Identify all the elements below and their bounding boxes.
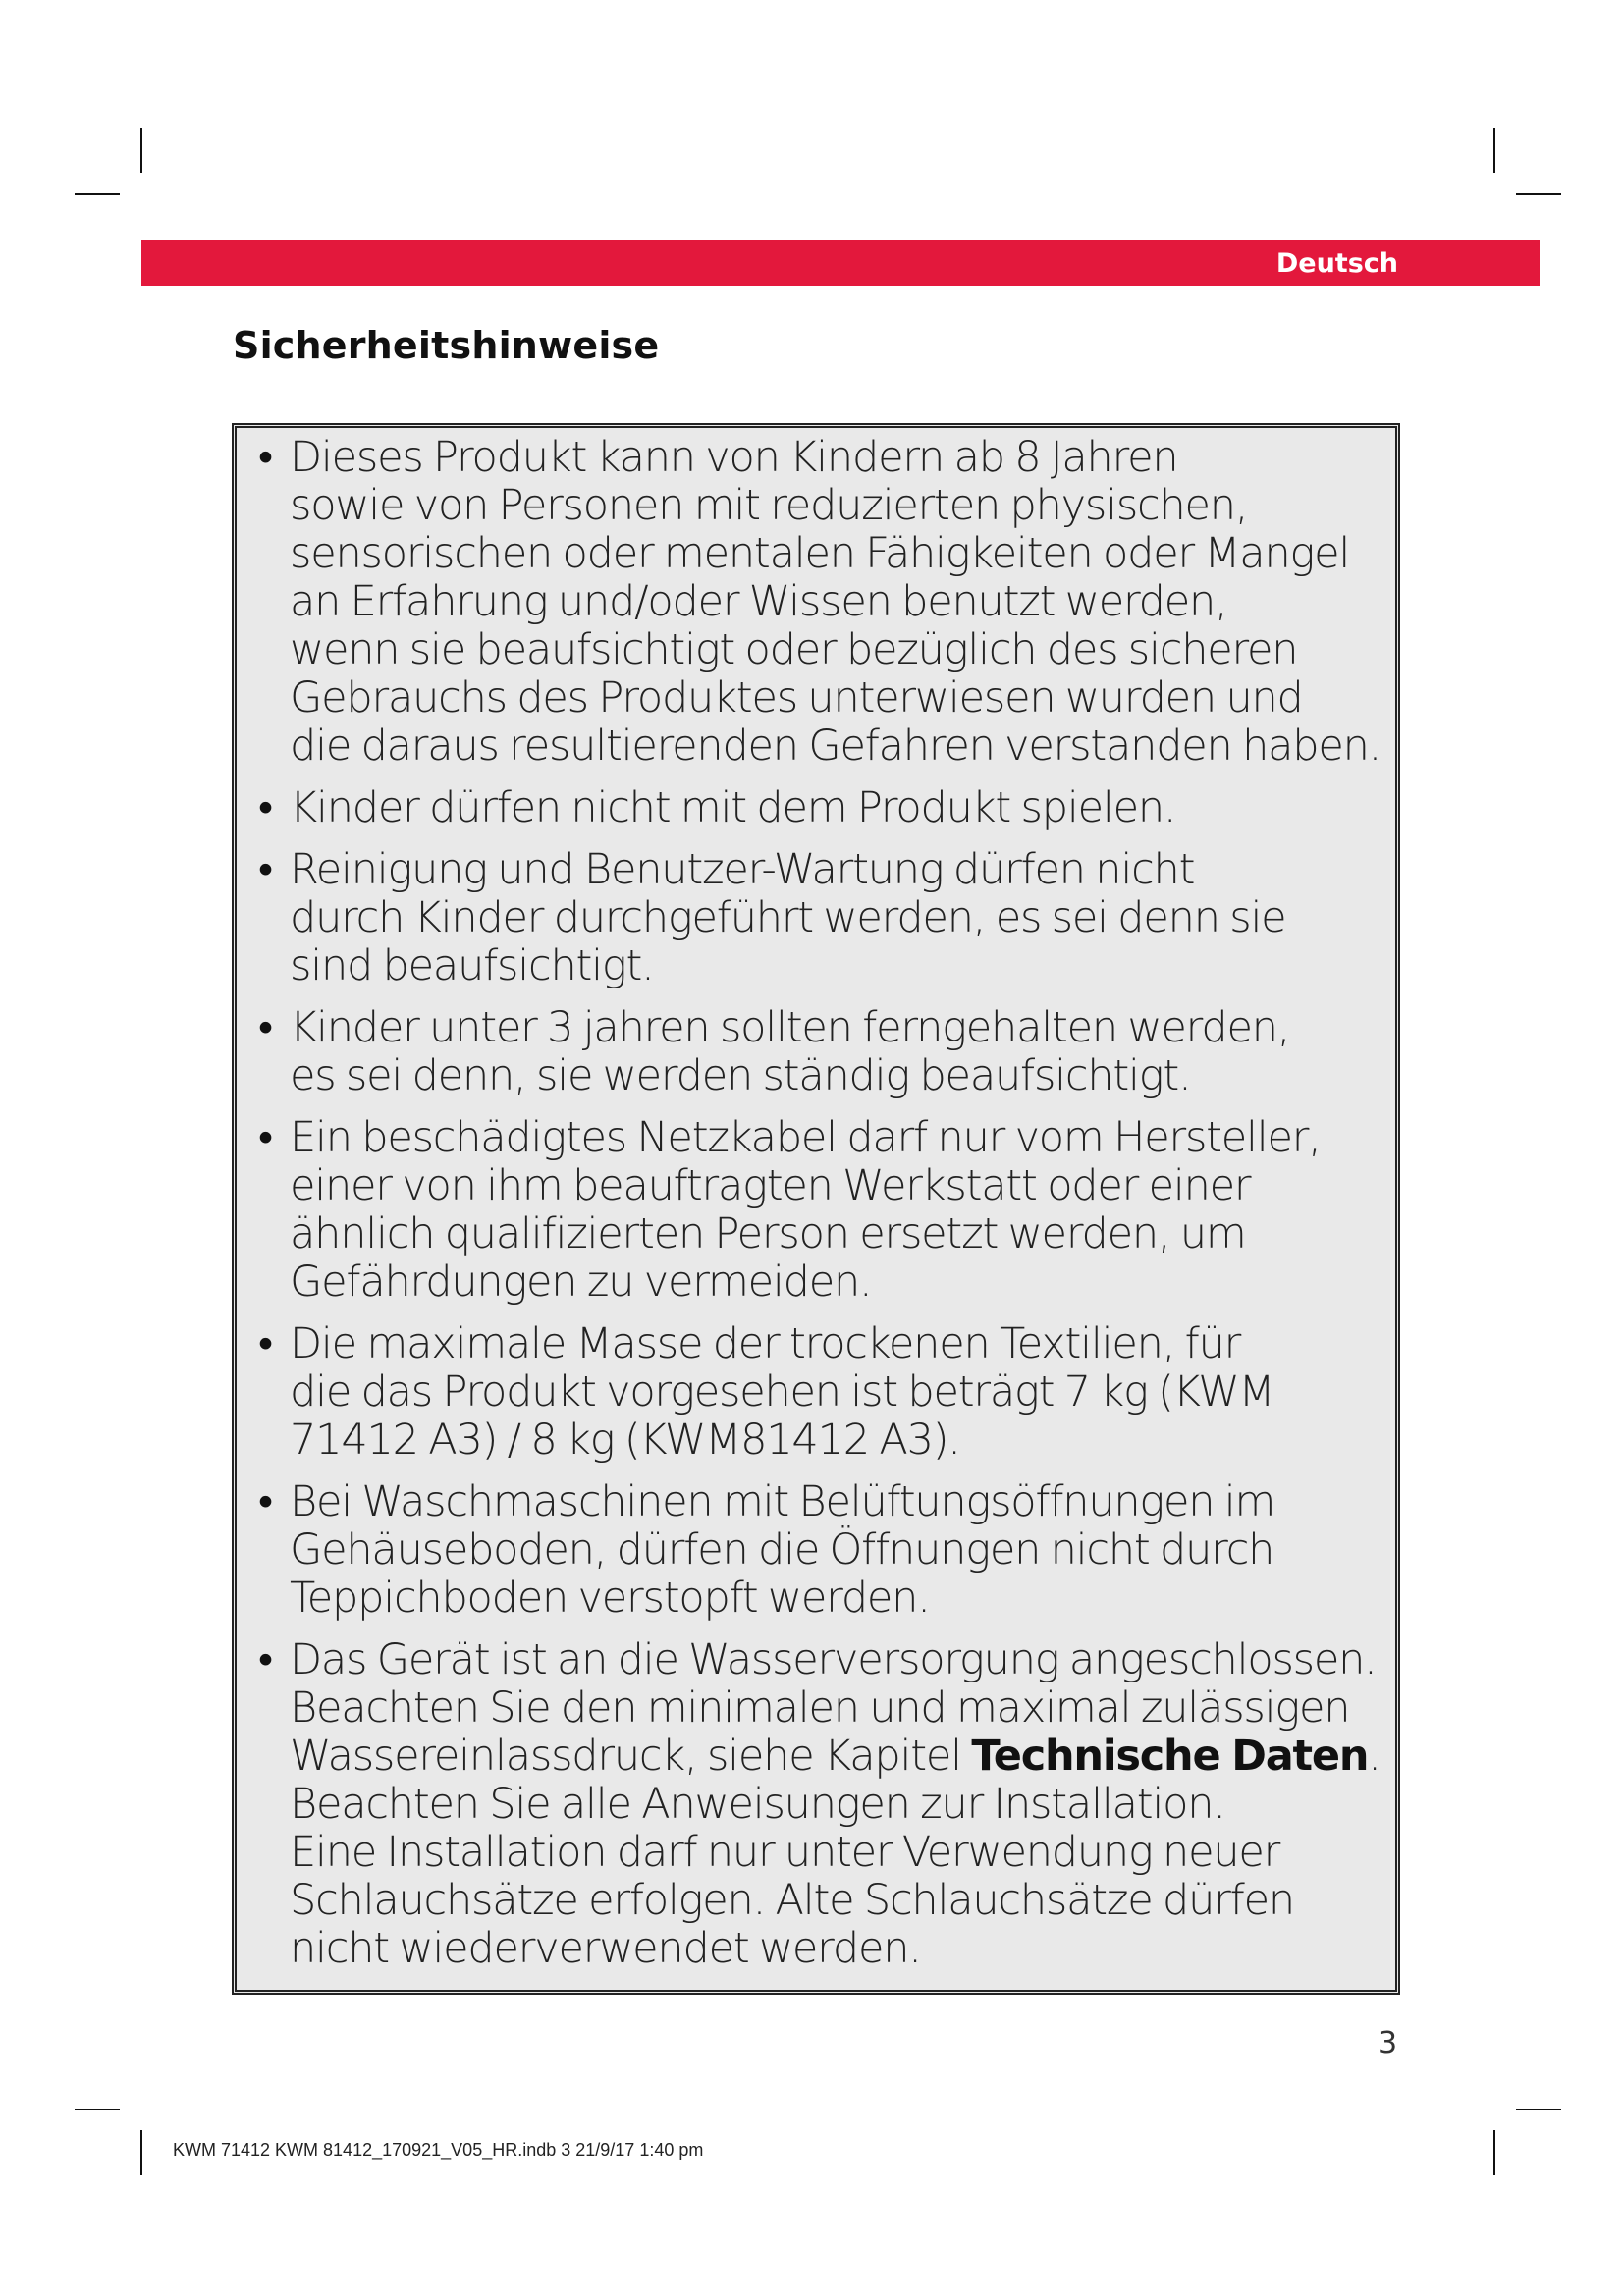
notice-item: • Reinigung und Benutzer-Wartung dürfen nicht durch Kinder durchgeführt werden, es sei denn sie sind beaufsichtigt. (258, 846, 1395, 990)
notice-item: • Ein beschädigtes Netzkabel darf nur vom Hersteller, einer von ihm beauftragten Werkstatt oder einer ähnlich qualifizierten Person ersetzt werden, um Gefährdungen zu vermeiden. (258, 1114, 1395, 1307)
notice-item: • Die maximale Masse der trockenen Textilien, für die das Produkt vorgesehen ist beträgt 7 kg (KWM 71412 A3) / 8 kg (KWM81412 A3). (258, 1320, 1395, 1465)
notice-item-water-supply (258, 1636, 1395, 1973)
notice-text: . Beachten Sie alle Anweisungen zur Installation. Eine Installation darf nur unter Verwendung neuer Schlauchsätze erfolgen. Alte Schlauchsätze dürfen nicht wiederverwendet werden. (290, 1732, 1380, 1973)
chapter-reference: Technische Daten (971, 1732, 1369, 1781)
language-header-bar (141, 240, 1540, 286)
print-slug: KWM 71412 KWM 81412_170921_V05_HR.indb 3 21/9/17 1:40 pm (173, 2140, 704, 2160)
crop-mark-top-right-horizontal (1516, 193, 1561, 195)
notice-item: • Kinder dürfen nicht mit dem Produkt spielen. (258, 784, 1395, 832)
safety-notice-box (232, 423, 1400, 1995)
crop-mark-top-left-horizontal (75, 193, 120, 195)
crop-mark-top-left-vertical (140, 128, 142, 173)
notice-item: • Dieses Produkt kann von Kindern ab 8 Jahren sowie von Personen mit reduzierten physischen, sensorischen oder mentalen Fähigkeiten oder Mangel an Erfahrung und/oder Wissen benutzt werden, wenn sie beaufsichtigt oder bezüglich des sicheren Gebrauchs des Produktes unterwiesen wurden und die daraus resultierenden Gefahren verstanden haben. (258, 434, 1395, 771)
notice-item: • Bei Waschmaschinen mit Belüftungsöffnungen im Gehäuseboden, dürfen die Öffnungen nicht durch Teppichboden verstopft werden. (258, 1478, 1395, 1623)
crop-mark-bottom-left-horizontal (75, 2109, 120, 2110)
safety-notice-list (258, 434, 1395, 1973)
language-label: Deutsch (1275, 247, 1398, 279)
crop-mark-top-right-vertical (1493, 128, 1495, 173)
crop-mark-bottom-left-vertical (140, 2130, 142, 2175)
section-title: Sicherheitshinweise (233, 324, 660, 367)
crop-mark-bottom-right-vertical (1493, 2130, 1495, 2175)
notice-text: Das Gerät ist an die Wasserversorgung angeschlossen. Beachten Sie den minimalen und maximal zulässigen Wassereinlassdruck, siehe Kapitel (290, 1635, 1377, 1781)
notice-item: • Kinder unter 3 jahren sollten ferngehalten werden, es sei denn, sie werden ständig beaufsichtigt. (258, 1004, 1395, 1100)
page-number: 3 (1379, 2026, 1398, 2060)
crop-mark-bottom-right-horizontal (1516, 2109, 1561, 2110)
